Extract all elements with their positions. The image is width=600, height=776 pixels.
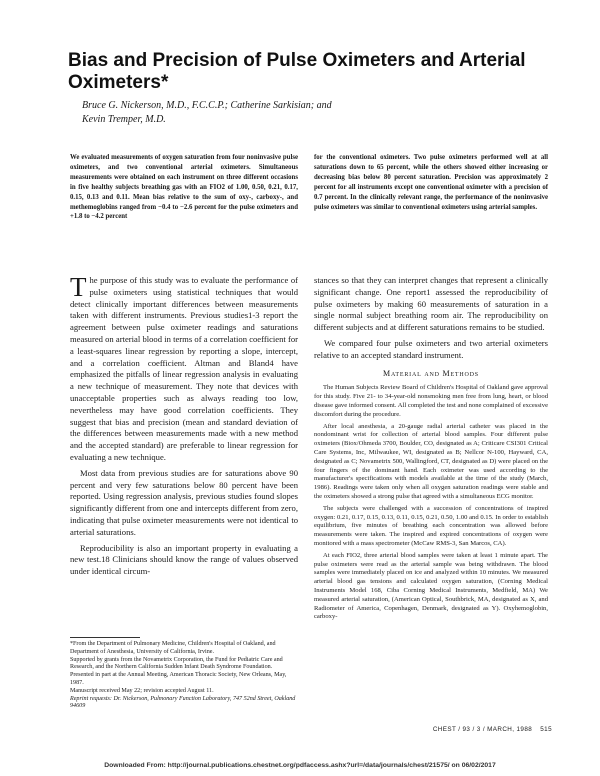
journal-citation: CHEST / 93 / 3 / MARCH, 1988 xyxy=(432,726,533,733)
footnote-funding: Supported by grants from the Novametrix Corporation, the Fund for Pediatric Care and Research, and the Northern California Sudden Infant Death Syndrome Foundation. xyxy=(70,656,283,671)
intro-paragraph-5: We compared four pulse oximeters and two arterial oximeters relative to an accepted standard instrument. xyxy=(314,337,548,360)
intro-paragraph-1 xyxy=(70,272,298,464)
intro-paragraph-4: stances so that they can interpret changes that represent a clinically significant change. One report1 assessed the reproducibility of pulse oximeters by making 60 measurements of saturation in a single normal subject breathing room air. The reproducibility on different subjects and at different saturations remains to be studied. xyxy=(314,275,548,333)
footnote-rule xyxy=(70,637,140,638)
article-title: Bias and Precision of Pulse Oximeters and Arterial Oximeters* xyxy=(68,50,526,93)
methods-paragraph-4: At each FIO2, three arterial blood samples were taken at least 1 minute apart. The pulse oximeters were read as the arterial sample was being withdrawn. The blood samples were immediately placed on ice and analyzed within 10 minutes. We measured arterial blood gas tensions and calculated oxygen saturation, (Corning Medical Instruments Model 168, Ciba Corning Medical Instruments, Medfield, MA) We measured arterial saturation, (American Optical, Southbrick, MA, designated as X, and Radiometer of America, Copenhagen, Denmark, designated as Y). Oxyhemoglobin, carboxy- xyxy=(314,551,548,621)
download-notice[interactable]: Downloaded From: http://journal.publications.chestnet.org/pdfaccess.ashx?url=/data/journals/chest/21575/ on 06/02/2017 xyxy=(104,762,496,769)
methods-section xyxy=(314,384,548,622)
authors-line-1: Bruce G. Nickerson, M.D., F.C.C.P.; Catherine Sarkisian; and xyxy=(82,100,332,111)
journal-page-info xyxy=(392,726,552,733)
body-right-column xyxy=(314,275,548,625)
author-list xyxy=(82,99,522,127)
body-left-column xyxy=(70,272,298,582)
page-number: 515 xyxy=(540,726,552,733)
methods-paragraph-3: The subjects were challenged with a succession of concentrations of inspired oxygen: 0.21, 0.17, 0.15, 0.13, 0.11, 0.15, 0.21, 0.50, 1.00 and 0.15. In order to establish equilibrium, five minutes of breathing each concentration was allowed before measurements were taken. The inspired and expired concentrations of oxygen were monitored with a mass spectrometer (McCaw RMS-3, San Marcos, CA). xyxy=(314,504,548,547)
footnote-manuscript-dates: Manuscript received May 22; revision accepted August 11. xyxy=(70,687,214,694)
footnotes xyxy=(70,641,298,711)
methods-heading: Material and Methods xyxy=(383,368,479,378)
abstract-left-column: We evaluated measurements of oxygen saturation from four noninvasive pulse oximeters, and two conventional arterial oximeters. Simultaneous measurements were obtained on each instrument on three different occasions in five healthy subjects breathing gas with an FIO2 of 1.00, 0.50, 0.21, 0.17, 0.15, 0.13 and 0.11. Mean bias relative to the sum of oxy-, carboxy-, and methemoglobins ranged from −0.4 to −2.6 percent for the pulse oximeters and +1.8 to −4.2 percent xyxy=(70,154,298,221)
authors-line-2: Kevin Tremper, M.D. xyxy=(82,114,166,125)
footnote-reprint-requests: Reprint requests: Dr. Nickerson, Pulmonary Function Laboratory, 747 52nd Street, Oakland 94609 xyxy=(70,695,296,710)
footnote-affiliation: *From the Department of Pulmonary Medicine, Children's Hospital of Oakland, and Department of Anesthesia, University of California, Irvine. xyxy=(70,641,276,655)
intro-paragraph-3: Reproducibility is also an important property in evaluating a new test.18 Clinicians should know the range of values observed under identical circum- xyxy=(70,542,298,577)
intro-paragraph-2: Most data from previous studies are for saturations above 90 percent and very few saturations below 80 percent have been reported. Using regression analysis, previous studies found slopes significantly different from one and intercepts different from zero, indicating that pulse oximeter measurements were not identical to arterial saturations. xyxy=(70,467,298,537)
footnote-presented: Presented in part at the Annual Meeting, American Thoracic Society, New Orleans, May, 1987. xyxy=(70,672,287,686)
intro-paragraph-1-text: he purpose of this study was to evaluate the performance of pulse oximeters using statistical techniques that would detect clinically important differences between measurements taken with different instruments. Previous studies1-3 report the agreement between pulse oximeter readings and saturations measured on arterial blood in terms of a correlation coefficient for a least-squares linear regression by reporting a slope, intercept, and a correlation coefficient. Altman and Bland4 have emphasized the pitfalls of linear regression analysis in evaluating a new technique of measurement. They note that devices with unacceptable properties such as always reading too low, nevertheless may have good correlation coefficients. They suggest that bias and precision (mean and standard deviation of the differences between measurements made with a new method and the accepted standard) are preferable to linear regression for evaluating a new technique. xyxy=(70,275,298,462)
methods-paragraph-1: The Human Subjects Review Board of Children's Hospital of Oakland gave approval for this study. Five 21- to 34-year-old nonsmoking men free from lung, heart, or blood disease gave informed consent. All completed the test and none complained of excessive discomfort during the procedure. xyxy=(314,384,548,418)
methods-paragraph-2: After local anesthesia, a 20-gauge radial arterial catheter was placed in the nondominant wrist for collection of arterial blood samples. Four different pulse oximeters (Biox/Ohmeda 3700, Boulder, CO, designated as A; Criticare CSI301 Critical Care Systems, Inc, Milwaukee, WI, designated as B; Nellcor N-100, Hayward, CA, designated as C; Novametrix 500, Wallingford, CT, designated as D) were placed on the four fingers of the dominant hand. Each oximeter was used according to the manufacturer's specifications with models available at the time of the study (March, 1986). Readings were taken only when all oxygen saturation readings were stable and the oximeters showed a strong pulse that agreed with a simultaneous ECG monitor. xyxy=(314,422,548,500)
drop-cap: T xyxy=(70,272,87,302)
abstract-right-column: for the conventional oximeters. Two pulse oximeters performed well at all saturations down to 65 percent, while the others showed either increasing or decreasing bias below 80 percent saturation. Precision was approximately 2 percent for all instruments except one conventional oximeter with a precision of 0.7 percent. In the clinically relevant range, the performance of the noninvasive pulse oximeters was similar to conventional oximeters using arterial samples. xyxy=(314,154,548,211)
